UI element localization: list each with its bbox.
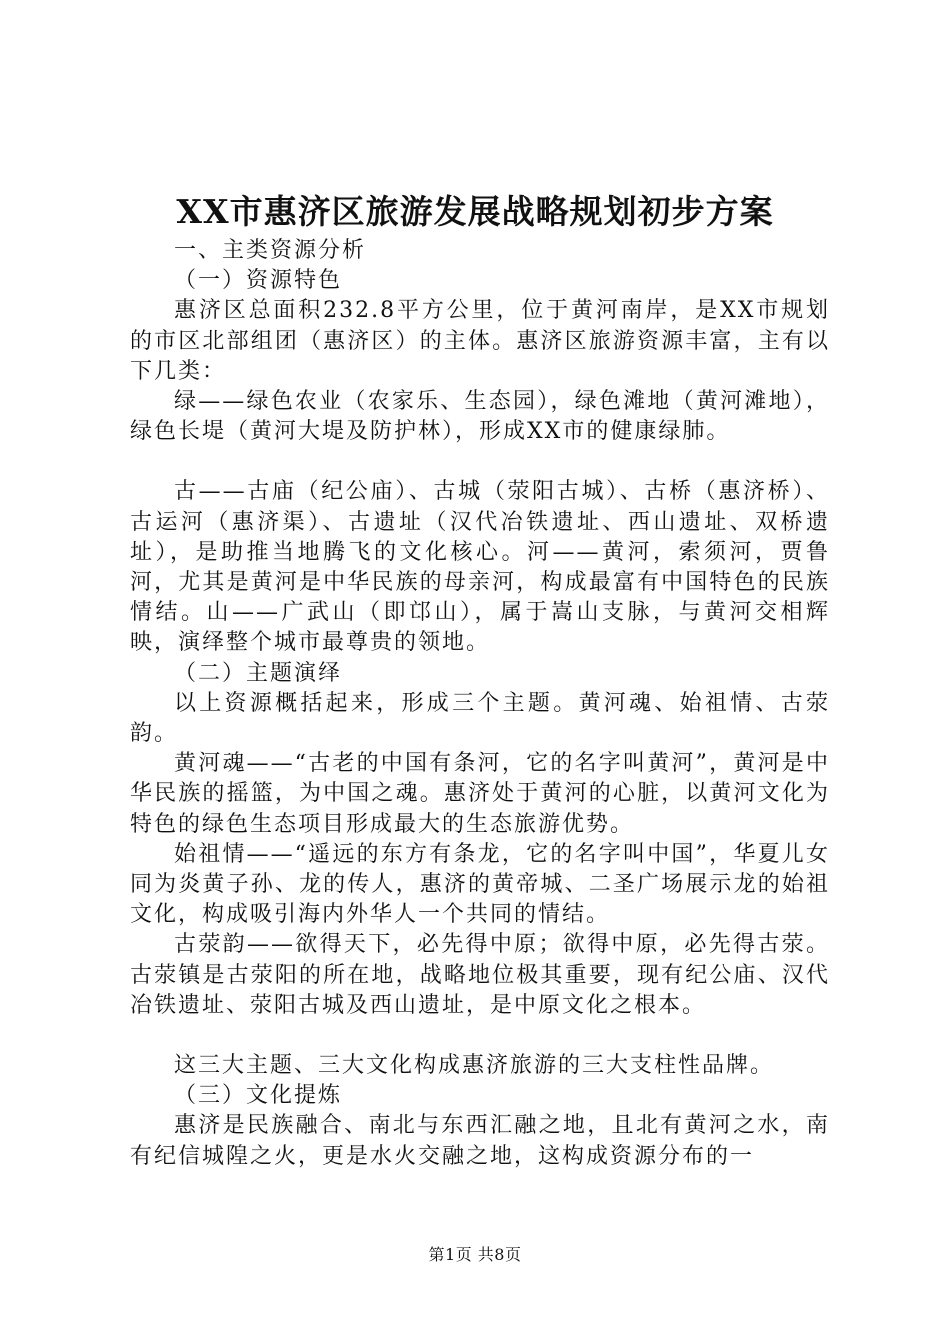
subsection-heading: （一）资源特色 (174, 268, 343, 294)
paragraph-gap (130, 447, 830, 477)
subsection-heading: （三）文化提炼 (174, 1083, 343, 1109)
paragraph: 惠济是民族融合、南北与东西汇融之地，且北有黄河之水，南有纪信城隍之火，更是水火交融之地，这构成资源分布的一 (130, 1113, 830, 1169)
paragraph: 惠济区总面积232.8平方公里，位于黄河南岸，是XX市规划的市区北部组团（惠济区）的主体。惠济区旅游资源丰富，主有以下几类： (130, 298, 830, 384)
paragraph: 以上资源概括起来，形成三个主题。黄河魂、始祖情、古荥韵。 (130, 690, 830, 747)
paragraph: 古荥韵——欲得天下，必先得中原；欲得中原，必先得古荥。古荥镇是古荥阳的所在地，战略地位极其重要，现有纪公庙、汉代冶铁遗址、荥阳古城及西山遗址，是中原文化之根本。 (130, 932, 830, 1018)
document-body (130, 236, 830, 1172)
paragraph: 始祖情——“遥远的东方有条龙，它的名字叫中国”，华夏儿女同为炎黄子孙、龙的传人，惠济的黄帝城、二圣广场展示龙的始祖文化，构成吸引海内外华人一个共同的情结。 (130, 841, 830, 928)
document-title: XX市惠济区旅游发展战略规划初步方案 (176, 192, 774, 231)
paragraph: 绿——绿色农业（农家乐、生态园），绿色滩地（黄河滩地），绿色长堤（黄河大堤及防护林），形成XX市的健康绿肺。 (130, 389, 830, 445)
subsection-heading: （二）主题演绎 (174, 660, 343, 686)
paragraph: 古——古庙（纪公庙）、古城（荥阳古城）、古桥（惠济桥）、古运河（惠济渠）、古遗址（汉代冶铁遗址、西山遗址、双桥遗址），是助推当地腾飞的文化核心。河——黄河，索须河，贾鲁河，尤其是黄河是中华民族的母亲河，构成最富有中国特色的民族情结。山——广武山（即邙山），属于嵩山支脉，与黄河交相辉映，演绎整个城市最尊贵的领地。 (130, 479, 830, 656)
section-heading: 一、主类资源分析 (174, 238, 367, 263)
paragraph: 黄河魂——“古老的中国有条河，它的名字叫黄河”，黄河是中华民族的摇篮，为中国之魂。惠济处于黄河的心脏，以黄河文化为特色的绿色生态项目形成最大的生态旅游优势。 (130, 751, 830, 837)
paragraph-gap (130, 1021, 830, 1051)
paragraph: 这三大主题、三大文化构成惠济旅游的三大支柱性品牌。 (174, 1053, 775, 1079)
page-footer: 第1页 共8页 (428, 1245, 522, 1264)
